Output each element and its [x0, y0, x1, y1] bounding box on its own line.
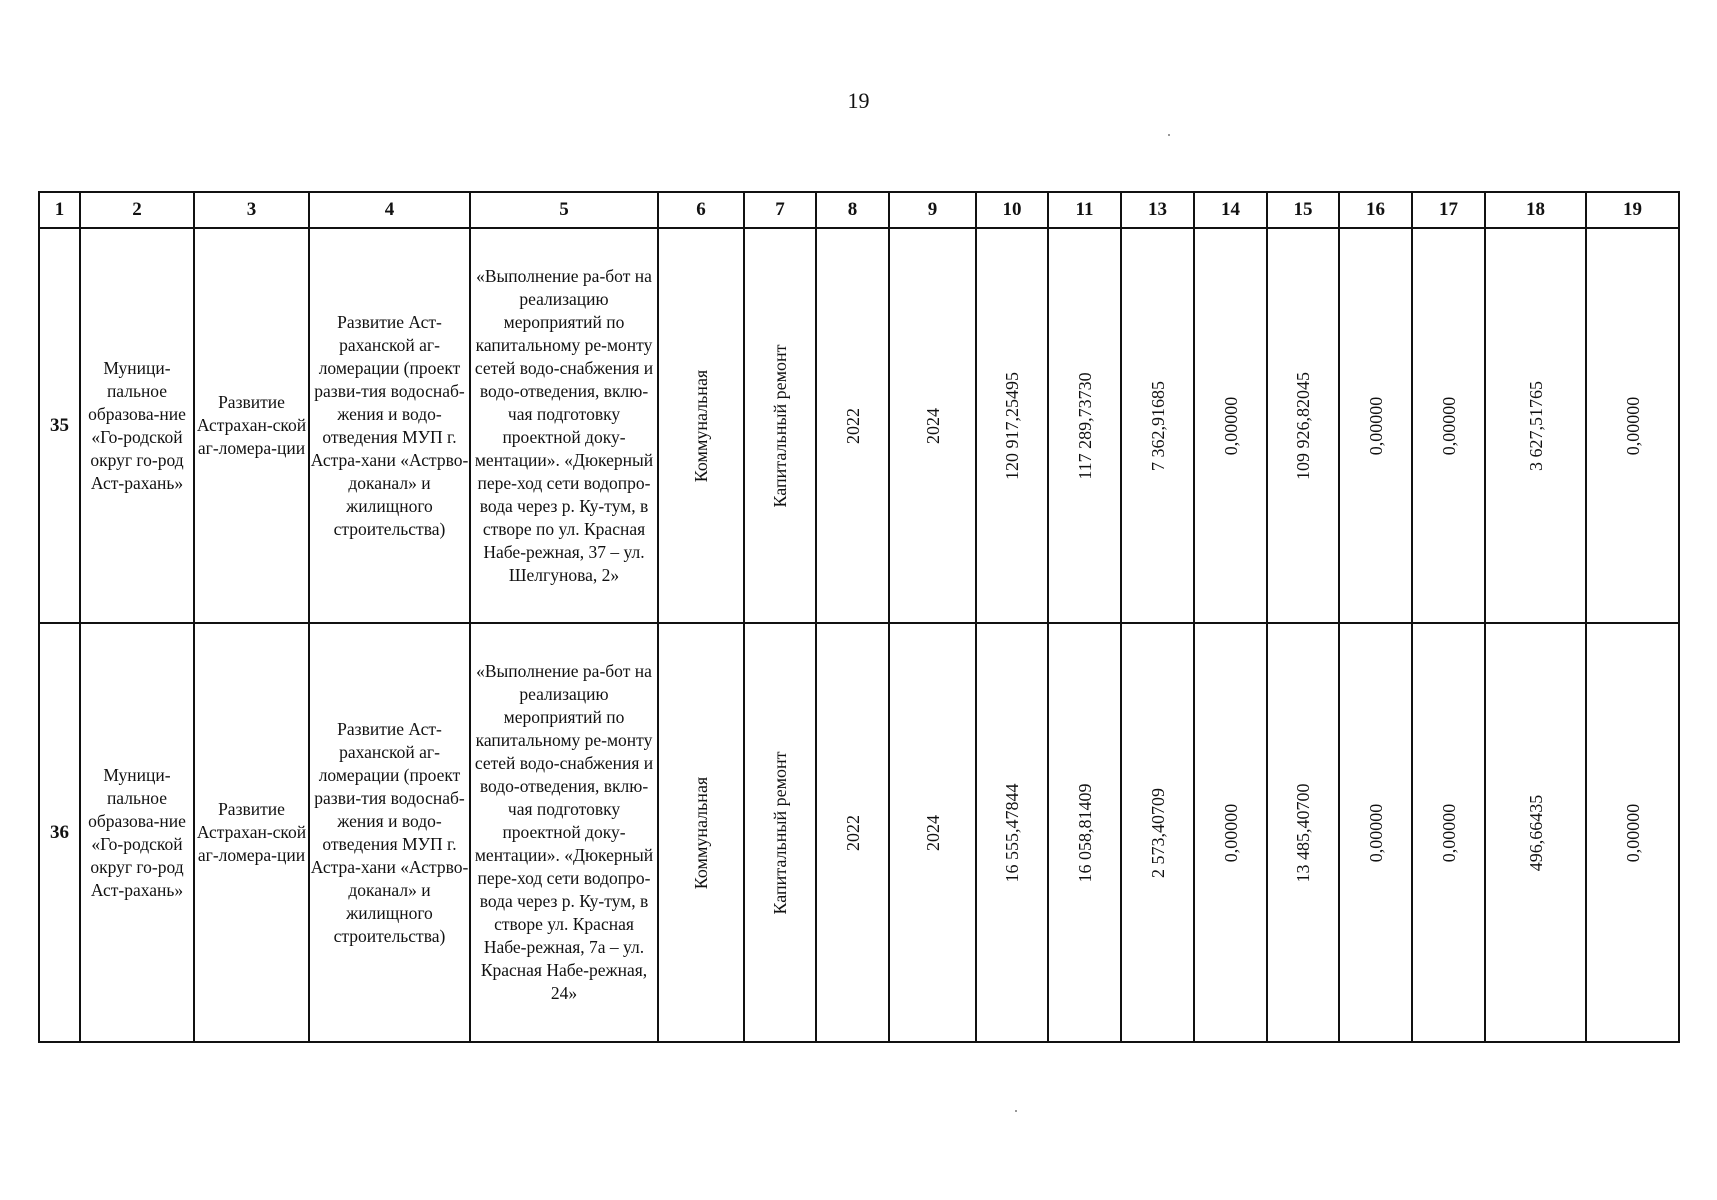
sphere-cell — [658, 623, 744, 1042]
col-header: 18 — [1485, 192, 1586, 228]
col-header: 9 — [889, 192, 976, 228]
col-header: 10 — [976, 192, 1048, 228]
sphere-text: Коммунальная — [691, 776, 711, 889]
amount-col15-cell — [1267, 228, 1339, 623]
register-table — [38, 191, 1680, 1043]
amount-col13-text: 2 573,40709 — [1147, 787, 1168, 878]
col-header: 1 — [39, 192, 80, 228]
sphere-cell — [658, 228, 744, 623]
amount-col17-cell — [1412, 228, 1485, 623]
amount-col14-text: 0,00000 — [1220, 803, 1241, 862]
amount-col19-text: 0,00000 — [1622, 396, 1643, 455]
end-year-text: 2024 — [922, 407, 943, 444]
amount-col10-text: 120 917,25495 — [1002, 371, 1022, 480]
page-number: 19 — [847, 88, 870, 113]
end-year-cell — [889, 623, 976, 1042]
amount-col13-cell — [1121, 623, 1194, 1042]
program-cell: Развитие Астрахан-ской аг-ломера-ции — [194, 623, 309, 1042]
amount-col11-cell — [1048, 228, 1121, 623]
amount-col15-cell — [1267, 623, 1339, 1042]
amount-col18-text: 496,66435 — [1525, 794, 1546, 871]
row-number: 36 — [39, 623, 80, 1042]
col-header: 3 — [194, 192, 309, 228]
amount-col11-cell — [1048, 623, 1121, 1042]
amount-col11-text: 16 058,81409 — [1074, 783, 1095, 882]
amount-col19-cell — [1586, 228, 1679, 623]
table-row — [39, 228, 1679, 623]
amount-col14-text: 0,00000 — [1220, 396, 1241, 455]
row-number: 35 — [39, 228, 80, 623]
column-number-row — [39, 192, 1679, 228]
col-header: 5 — [470, 192, 658, 228]
amount-col14-cell — [1194, 623, 1267, 1042]
end-year-cell — [889, 228, 976, 623]
col-header: 14 — [1194, 192, 1267, 228]
col-header: 19 — [1586, 192, 1679, 228]
project-cell: Развитие Аст-раханской аг-ломерации (проект разви-тия водоснаб-жения и водо-отведения МУП г. Астра-хани «Астрво-доканал» и жилищного строительства) — [309, 623, 470, 1042]
amount-col10-cell — [976, 228, 1048, 623]
scan-speck — [1015, 1110, 1017, 1112]
sphere-text: Коммунальная — [691, 369, 711, 482]
amount-col16-text: 0,00000 — [1365, 803, 1386, 862]
col-header: 8 — [816, 192, 889, 228]
start-year-text: 2022 — [842, 814, 863, 851]
amount-col10-cell — [976, 623, 1048, 1042]
amount-col16-text: 0,00000 — [1365, 396, 1386, 455]
amount-col18-cell — [1485, 228, 1586, 623]
col-header: 13 — [1121, 192, 1194, 228]
amount-col17-cell — [1412, 623, 1485, 1042]
amount-col18-cell — [1485, 623, 1586, 1042]
project-cell: Развитие Аст-раханской аг-ломерации (проект разви-тия водоснаб-жения и водо-отведения МУП г. Астра-хани «Астрво-доканал» и жилищного строительства) — [309, 228, 470, 623]
end-year-text: 2024 — [922, 814, 943, 851]
start-year-cell — [816, 623, 889, 1042]
amount-col18-text: 3 627,51765 — [1525, 380, 1546, 471]
work-type-cell — [744, 623, 816, 1042]
amount-col13-text: 7 362,91685 — [1147, 380, 1168, 471]
col-header: 15 — [1267, 192, 1339, 228]
amount-col10-text: 16 555,47844 — [1002, 783, 1022, 882]
work-type-cell — [744, 228, 816, 623]
work-type-text: Капитальный ремонт — [770, 751, 790, 914]
scan-speck — [1168, 134, 1170, 136]
amount-col15-text: 109 926,82045 — [1293, 371, 1313, 480]
amount-col11-text: 117 289,73730 — [1074, 371, 1095, 480]
col-header: 6 — [658, 192, 744, 228]
col-header: 4 — [309, 192, 470, 228]
amount-col19-text: 0,00000 — [1622, 803, 1643, 862]
work-type-text: Капитальный ремонт — [770, 344, 790, 507]
col-header: 16 — [1339, 192, 1412, 228]
amount-col14-cell — [1194, 228, 1267, 623]
col-header: 7 — [744, 192, 816, 228]
event-cell: «Выполнение ра-бот на реализацию мероприятий по капитальному ре-монту сетей водо-снабжения и водо-отведения, вклю-чая подготовку проектной доку-ментации». «Дюкерный пере-ход сети водопро-вода через р. Ку-тум, в створе по ул. Красная Набе-режная, 37 – ул. Шелгунова, 2» — [470, 228, 658, 623]
amount-col16-cell — [1339, 623, 1412, 1042]
col-header: 2 — [80, 192, 194, 228]
table-row — [39, 623, 1679, 1042]
amount-col17-text: 0,00000 — [1438, 396, 1459, 455]
amount-col15-text: 13 485,40700 — [1293, 783, 1313, 882]
event-cell: «Выполнение ра-бот на реализацию мероприятий по капитальному ре-монту сетей водо-снабжения и водо-отведения, вклю-чая подготовку проектной доку-ментации». «Дюкерный пере-ход сети водопро-вода через р. Ку-тум, в створе ул. Красная Набе-режная, 7а – ул. Красная Набе-режная, 24» — [470, 623, 658, 1042]
municipality-cell: Муници-пальное образова-ние «Го-родской округ го-род Аст-рахань» — [80, 623, 194, 1042]
amount-col17-text: 0,00000 — [1438, 803, 1459, 862]
program-cell: Развитие Астрахан-ской аг-ломера-ции — [194, 228, 309, 623]
start-year-text: 2022 — [842, 407, 863, 444]
col-header: 11 — [1048, 192, 1121, 228]
start-year-cell — [816, 228, 889, 623]
municipality-cell: Муници-пальное образова-ние «Го-родской округ го-род Аст-рахань» — [80, 228, 194, 623]
col-header: 17 — [1412, 192, 1485, 228]
amount-col19-cell — [1586, 623, 1679, 1042]
amount-col13-cell — [1121, 228, 1194, 623]
amount-col16-cell — [1339, 228, 1412, 623]
